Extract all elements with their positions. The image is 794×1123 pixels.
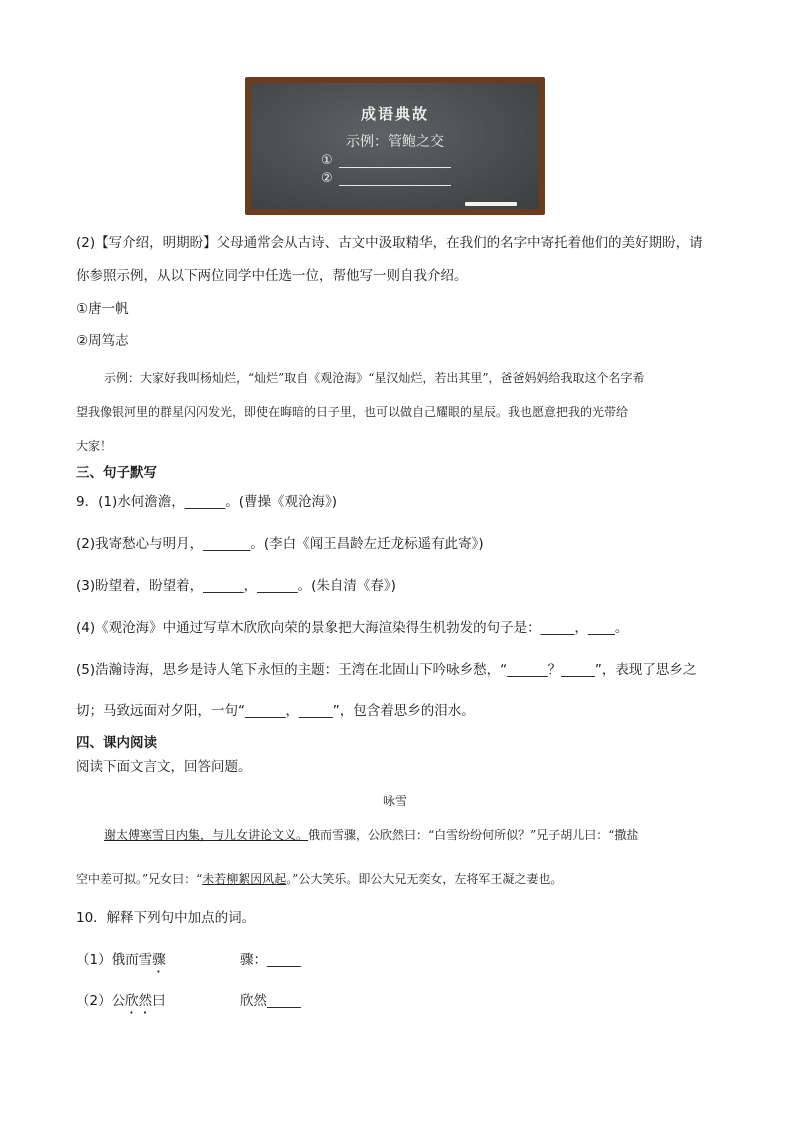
q8-2-option-1: ①唐一帆 <box>76 301 129 317</box>
q8-2-sample-line-3: 大家！ <box>76 439 113 453</box>
q9-line-5: (5)浩瀚诗海，思乡是诗人笔下永恒的主题：王湾在北固山下吟咏乡愁，“______？_____”，表现了思乡之 <box>76 662 697 678</box>
q10-item-2-prefix: （2）公 <box>76 993 126 1009</box>
q8-2-line-2: 你参照示例，从以下两位同学中任选一位，帮他写一则自我介绍。 <box>76 268 468 284</box>
blackboard-line-2-label: ② <box>321 171 333 186</box>
q10-item-2-dotted-word: 欣然 <box>125 993 153 1009</box>
q10-title: 10．解释下列句中加点的词。 <box>76 910 256 926</box>
q10-item-2 <box>76 991 166 1017</box>
passage-underlined-sentence-1: 谢太傅寒雪日内集，与儿女讲论文义。 <box>104 828 309 842</box>
blackboard-line-2-rule <box>339 185 451 186</box>
q9-line-4: (4)《观沧海》中通过写草木欣欣向荣的景象把大海渲染得生机勃发的句子是：_____，____。 <box>76 620 629 636</box>
q10-item-1-answer: 骤：_____ <box>240 952 301 968</box>
q10-item-1 <box>76 950 166 976</box>
passage-line-1-rest: 俄而雪骤，公欣然曰：“白雪纷纷何所似？”兄子胡儿曰：“撒盐 <box>308 828 639 842</box>
blackboard-example: 示例：管鲍之交 <box>346 134 444 150</box>
q10-item-1-dotted-word: 骤 <box>152 952 166 968</box>
q8-2-line-1: (2)【写介绍，明期盼】父母通常会从古诗、古文中汲取精华，在我们的名字中寄托着他们的美好期盼，请 <box>76 235 703 251</box>
blackboard-image <box>245 77 545 215</box>
passage-line-2-start: 空中差可拟。”兄女曰：“ <box>76 872 203 886</box>
q9-line-6: 切；马致远面对夕阳，一句“______，_____”，包含着思乡的泪水。 <box>76 703 475 719</box>
blackboard-title: 成语典故 <box>360 105 429 123</box>
q10-item-2-answer: 欣然_____ <box>240 993 301 1009</box>
passage-line-2 <box>76 869 562 889</box>
q8-2-sample-line-1: 示例：大家好我叫杨灿烂，“灿烂”取自《观沧海》“星汉灿烂，若出其里”，爸爸妈妈给我取这个名字希 <box>104 371 645 385</box>
passage-title: 咏雪 <box>383 794 408 808</box>
q10-item-2-suffix: 曰 <box>152 993 166 1009</box>
blackboard-surface <box>251 83 539 209</box>
section-4-heading: 四、课内阅读 <box>76 735 157 751</box>
q9-line-3: (3)盼望着，盼望着，______，______。(朱自清《春》) <box>76 578 396 594</box>
chalk-stick <box>465 202 517 206</box>
blackboard-line-1-rule <box>339 167 451 168</box>
passage-line-2-rest: 。”公大笑乐。即公大兄无奕女，左将军王凝之妻也。 <box>286 872 563 886</box>
q10-item-1-prefix: （1）俄而雪 <box>76 952 153 968</box>
q8-2-option-2: ②周笃志 <box>76 333 129 349</box>
q9-line-1: 9．(1)水何澹澹，______。(曹操《观沧海》) <box>76 494 337 510</box>
section-3-heading: 三、句子默写 <box>76 465 157 481</box>
q8-2-sample-line-2: 望我像银河里的群星闪闪发光，即使在晦暗的日子里，也可以做自己耀眼的星辰。我也愿意把我的光带给 <box>76 405 629 419</box>
section-4-instruction: 阅读下面文言文，回答问题。 <box>76 759 252 775</box>
blackboard-line-1-label: ① <box>321 153 333 168</box>
passage-line-1 <box>104 825 638 845</box>
q9-line-2: (2)我寄愁心与明月，_______。(李白《闻王昌龄左迁龙标遥有此寄》) <box>76 536 484 552</box>
passage-underlined-sentence-2: 未若柳絮因风起 <box>202 872 287 886</box>
